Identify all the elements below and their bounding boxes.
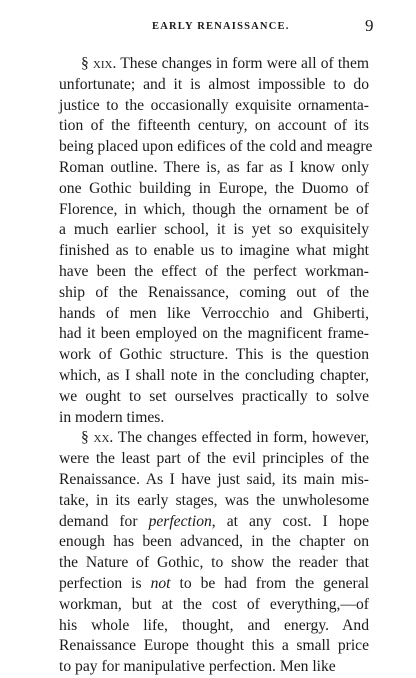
text-run: had it been employed on the magnificent frame- [59,325,369,343]
text-run: being placed upon edifices of the cold and meagre [59,138,373,156]
text-run: These changes in form were all of them [116,55,369,72]
text-line [59,137,373,158]
text-run: justice to the occasionally exquisite ornamenta- [59,96,369,114]
text-run: hands of men like Verrocchio and Ghiberti, [59,304,369,322]
text-run: unfortunate; and it is almost impossible to do [59,75,369,93]
page-number: 9 [365,16,374,35]
text-run: demand for [59,512,149,530]
text-run: Florence, in which, though the ornament be of [59,200,369,218]
text-line [59,408,369,429]
text-line [59,595,369,616]
text-line [59,116,369,137]
text-line [59,449,369,470]
text-run: have been the effect of the perfect workman- [59,262,369,280]
italic-text: perfection [148,512,212,530]
text-line [59,657,369,678]
text-line [59,262,369,283]
text-run: to be had from the general [170,574,370,592]
text-line [59,532,369,553]
text-run: take, in its early stages, was the unwholesome [59,491,369,509]
text-line [59,75,369,96]
text-line [59,179,369,200]
paragraph [59,54,373,428]
text-run: The changes effected in form, however, [113,429,369,447]
text-run: to pay for manipulative perfection. Men like [59,658,336,676]
text-line [59,636,369,657]
text-line [59,283,369,304]
text-line [59,220,369,241]
text-run: which, as I shall note in the concluding chapter, [59,366,369,384]
text-run: tion of the fifteenth century, on account of its [59,117,369,135]
text-line [59,366,369,387]
text-run: Renaissance. As I have just said, its main mis- [59,470,369,488]
paragraph [59,428,369,678]
text-line [59,470,369,491]
section-number: xx. [93,429,114,447]
text-run: were the least part of the evil principles of the [59,450,369,468]
text-line [59,324,369,345]
text-run: the Nature of Gothic, to show the reader that [59,554,369,572]
text-run: enough has been advanced, in the chapter on [59,533,369,551]
text-line [59,491,369,512]
text-run: we ought to set ourselves practically to solve [59,387,369,405]
text-line [59,241,369,262]
text-line [59,200,369,221]
body-text [59,54,373,678]
section-mark: § [81,429,94,447]
running-head [0,16,416,42]
italic-text: not [150,574,171,592]
text-line [59,96,369,117]
text-line [59,574,369,595]
text-run: finished as to enable us to imagine what might [59,242,369,260]
text-line [59,304,369,325]
section-mark: § [81,55,93,72]
text-line [59,553,369,574]
running-title: EARLY RENAISSANCE. [152,21,290,32]
text-run: Roman outline. There is, as far as I know only [59,158,369,176]
text-run: in modern times. [59,408,165,426]
text-line [59,345,369,366]
text-run: ship of the Renaissance, coming out of the [59,283,369,301]
text-line [59,158,369,179]
text-run: one Gothic building in Europe, the Duomo of [59,179,369,197]
text-line [59,428,369,449]
text-line [59,387,369,408]
text-line [59,54,369,75]
text-run: workman, but at the cost of everything,—of [59,595,369,613]
text-run: his whole life, thought, and energy. And [59,616,369,634]
text-run: work of Gothic structure. This is the question [59,346,369,364]
section-number: xix. [92,55,117,72]
text-run: perfection is [59,574,151,592]
text-run: a much earlier school, it is yet so exquisitely [59,221,369,239]
text-run: Renaissance Europe thought this a small price [59,637,369,655]
text-line [59,616,369,637]
text-line [59,512,369,533]
text-run: , at any cost. I hope [211,512,370,530]
